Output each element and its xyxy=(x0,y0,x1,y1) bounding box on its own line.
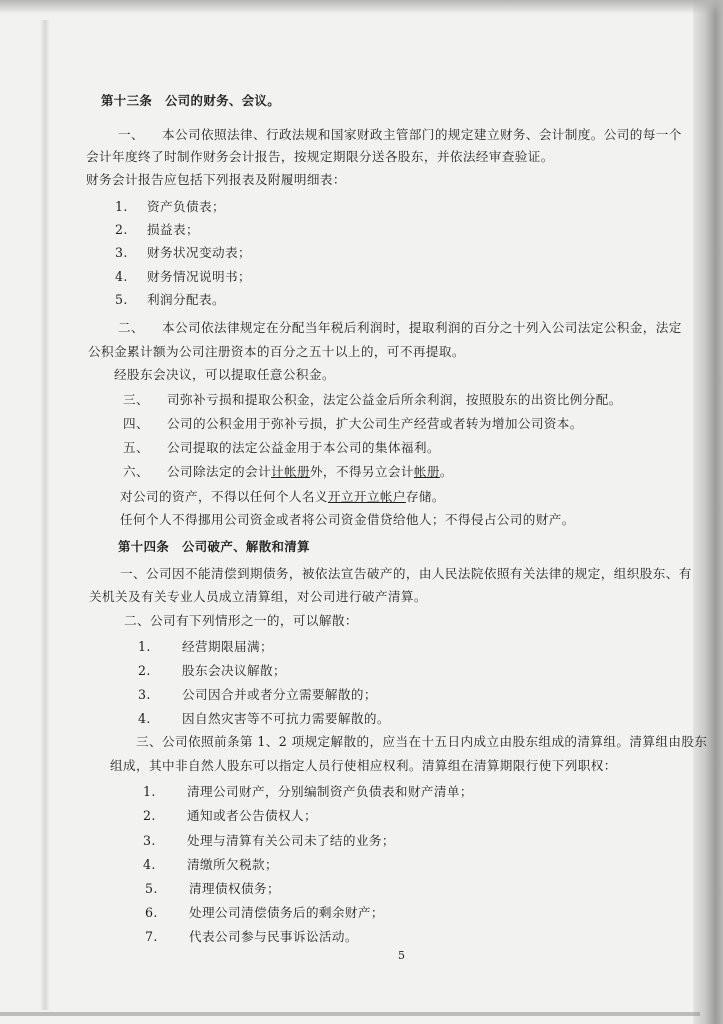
scan-page-edge xyxy=(40,20,50,1010)
page-number: 5 xyxy=(398,949,405,962)
para-text: 公司提取的法定公益金用于本公司的集体福利。 xyxy=(167,440,440,455)
article-14-para-3-line-2: 组成，其中非自然人股东可以指定人员行使相应权利。清算组在清算期限行使下列职权： xyxy=(110,758,617,773)
article-13-para-2-line-2: 公积金累计额为公司注册资本的百分之五十以上的，可不再提取。 xyxy=(88,344,465,359)
report-item-number: 5. xyxy=(115,292,128,307)
article-13-para-5 xyxy=(123,440,440,456)
liquidation-power-6 xyxy=(145,905,384,921)
power-item-number: 2. xyxy=(143,808,156,823)
power-item-text: 清理债权债务； xyxy=(189,881,280,896)
article-13-para-2-line-3: 经股东会决议，可以提取任意公积金。 xyxy=(114,367,335,382)
underlined-text: 计帐册 xyxy=(270,464,310,479)
dissolution-item-number: 2. xyxy=(138,663,151,678)
dissolution-item-1 xyxy=(138,639,273,655)
article-13-para-2-line-1 xyxy=(118,320,682,336)
para-text: 司弥补亏损和提取公积金，法定公益金后所余利润，按照股东的出资比例分配。 xyxy=(167,392,622,407)
power-item-number: 4. xyxy=(143,857,156,872)
article-14-para-2: 二、公司有下列情形之一的，可以解散： xyxy=(124,613,358,628)
report-item-text: 财务状况变动表； xyxy=(147,245,251,260)
report-item-text: 损益表； xyxy=(147,222,199,237)
report-item-4 xyxy=(115,269,251,285)
dissolution-item-4 xyxy=(138,711,390,727)
dissolution-item-text: 股东会决议解散； xyxy=(182,663,286,678)
power-item-number: 7. xyxy=(145,929,158,944)
para-marker: 四、 xyxy=(123,416,149,431)
liquidation-power-7 xyxy=(145,929,358,945)
article-13-para-8: 任何个人不得挪用公司资金或者将公司资金借贷给他人；不得侵占公司的财产。 xyxy=(120,512,575,527)
para-text: 对公司的资产，不得以任何个人名义 xyxy=(120,489,328,504)
liquidation-power-2 xyxy=(143,808,317,824)
report-item-2 xyxy=(115,222,199,238)
para-text: 外，不得另立会计 xyxy=(309,464,414,479)
dissolution-item-number: 1. xyxy=(138,639,151,654)
report-item-number: 2. xyxy=(115,222,128,237)
article-13-para-6 xyxy=(123,464,453,480)
article-13-para-3 xyxy=(123,392,622,408)
liquidation-power-4 xyxy=(143,857,278,873)
para-text: 公司的公积金用于弥补亏损，扩大公司生产经营或者转为增加公司资本。 xyxy=(167,416,583,431)
power-item-number: 1. xyxy=(143,784,156,799)
para-marker: 一、 xyxy=(118,127,144,142)
para-text: 本公司依法律规定在分配当年税后利润时，提取利润的百分之十列入公司法定公积金，法定 xyxy=(162,320,682,335)
power-item-text: 处理与清算有关公司未了结的业务； xyxy=(187,833,395,848)
article-13-para-1-line-2: 会计年度终了时制作财务会计报告，按规定期限分送各股东，并依法经审查验证。 xyxy=(86,149,554,164)
report-item-1 xyxy=(115,199,225,215)
scan-shadow-top xyxy=(0,0,723,14)
para-text: 公司除法定的会计 xyxy=(167,464,271,479)
report-item-3 xyxy=(115,245,251,261)
liquidation-power-1 xyxy=(143,784,473,800)
report-item-number: 4. xyxy=(115,269,128,284)
para-marker: 五、 xyxy=(123,440,149,455)
underlined-text: 开立开立帐户 xyxy=(327,489,406,504)
dissolution-item-text: 经营期限届满； xyxy=(182,639,273,654)
liquidation-power-3 xyxy=(143,833,395,849)
article-14-heading: 第十四条 公司破产、解散和清算 xyxy=(118,539,310,554)
dissolution-item-number: 3. xyxy=(138,687,151,702)
article-13-para-1-line-3: 财务会计报告应包括下列报表及附履明细表： xyxy=(86,172,346,187)
report-item-text: 资产负债表； xyxy=(147,199,225,214)
power-item-text: 通知或者公告债权人； xyxy=(187,808,317,823)
dissolution-item-2 xyxy=(138,663,286,679)
para-marker: 三、 xyxy=(123,392,149,407)
liquidation-power-5 xyxy=(145,881,280,897)
dissolution-item-text: 公司因合并或者分立需要解散的； xyxy=(182,687,377,702)
underlined-text: 帐册 xyxy=(413,464,440,479)
article-13-para-4 xyxy=(123,416,583,432)
para-text: 。 xyxy=(439,464,453,479)
article-13-para-1-line-1 xyxy=(118,127,682,143)
power-item-number: 5. xyxy=(145,881,158,896)
para-marker: 六、 xyxy=(123,464,149,479)
report-item-number: 3. xyxy=(115,245,128,260)
power-item-text: 代表公司参与民事诉讼活动。 xyxy=(189,929,358,944)
report-item-5 xyxy=(115,292,225,308)
article-13-heading: 第十三条 公司的财务、会议。 xyxy=(101,93,281,108)
power-item-number: 3. xyxy=(143,833,156,848)
scan-shadow-bottom xyxy=(0,1012,700,1016)
para-marker: 二、 xyxy=(118,320,144,335)
para-text: 本公司依照法律、行政法规和国家财政主管部门的规定建立财务、会计制度。公司的每一个 xyxy=(162,127,682,142)
power-item-text: 清理公司财产，分别编制资产负债表和财产清单； xyxy=(187,784,473,799)
report-item-number: 1. xyxy=(115,199,128,214)
power-item-text: 处理公司清偿债务后的剩余财产； xyxy=(189,905,384,920)
scan-shadow-right xyxy=(693,0,723,1024)
article-14-para-1-line-1: 一、公司因不能清偿到期债务，被依法宣告破产的，由人民法院依照有关法律的规定，组织股东、有 xyxy=(120,566,692,581)
power-item-number: 6. xyxy=(145,905,158,920)
dissolution-item-3 xyxy=(138,687,377,703)
power-item-text: 清缴所欠税款； xyxy=(187,857,278,872)
report-item-text: 利润分配表。 xyxy=(147,292,225,307)
article-13-para-7 xyxy=(120,489,445,505)
report-item-text: 财务情况说明书； xyxy=(147,269,251,284)
para-text: 存储。 xyxy=(405,489,445,504)
article-14-para-1-line-2: 关机关及有关专业人员成立清算组，对公司进行破产清算。 xyxy=(89,589,427,604)
article-14-para-3-line-1: 三、公司依照前条第 1、2 项规定解散的，应当在十五日内成立由股东组成的清算组。清算组由股东 xyxy=(136,734,708,749)
dissolution-item-text: 因自然灾害等不可抗力需要解散的。 xyxy=(182,711,390,726)
dissolution-item-number: 4. xyxy=(138,711,151,726)
